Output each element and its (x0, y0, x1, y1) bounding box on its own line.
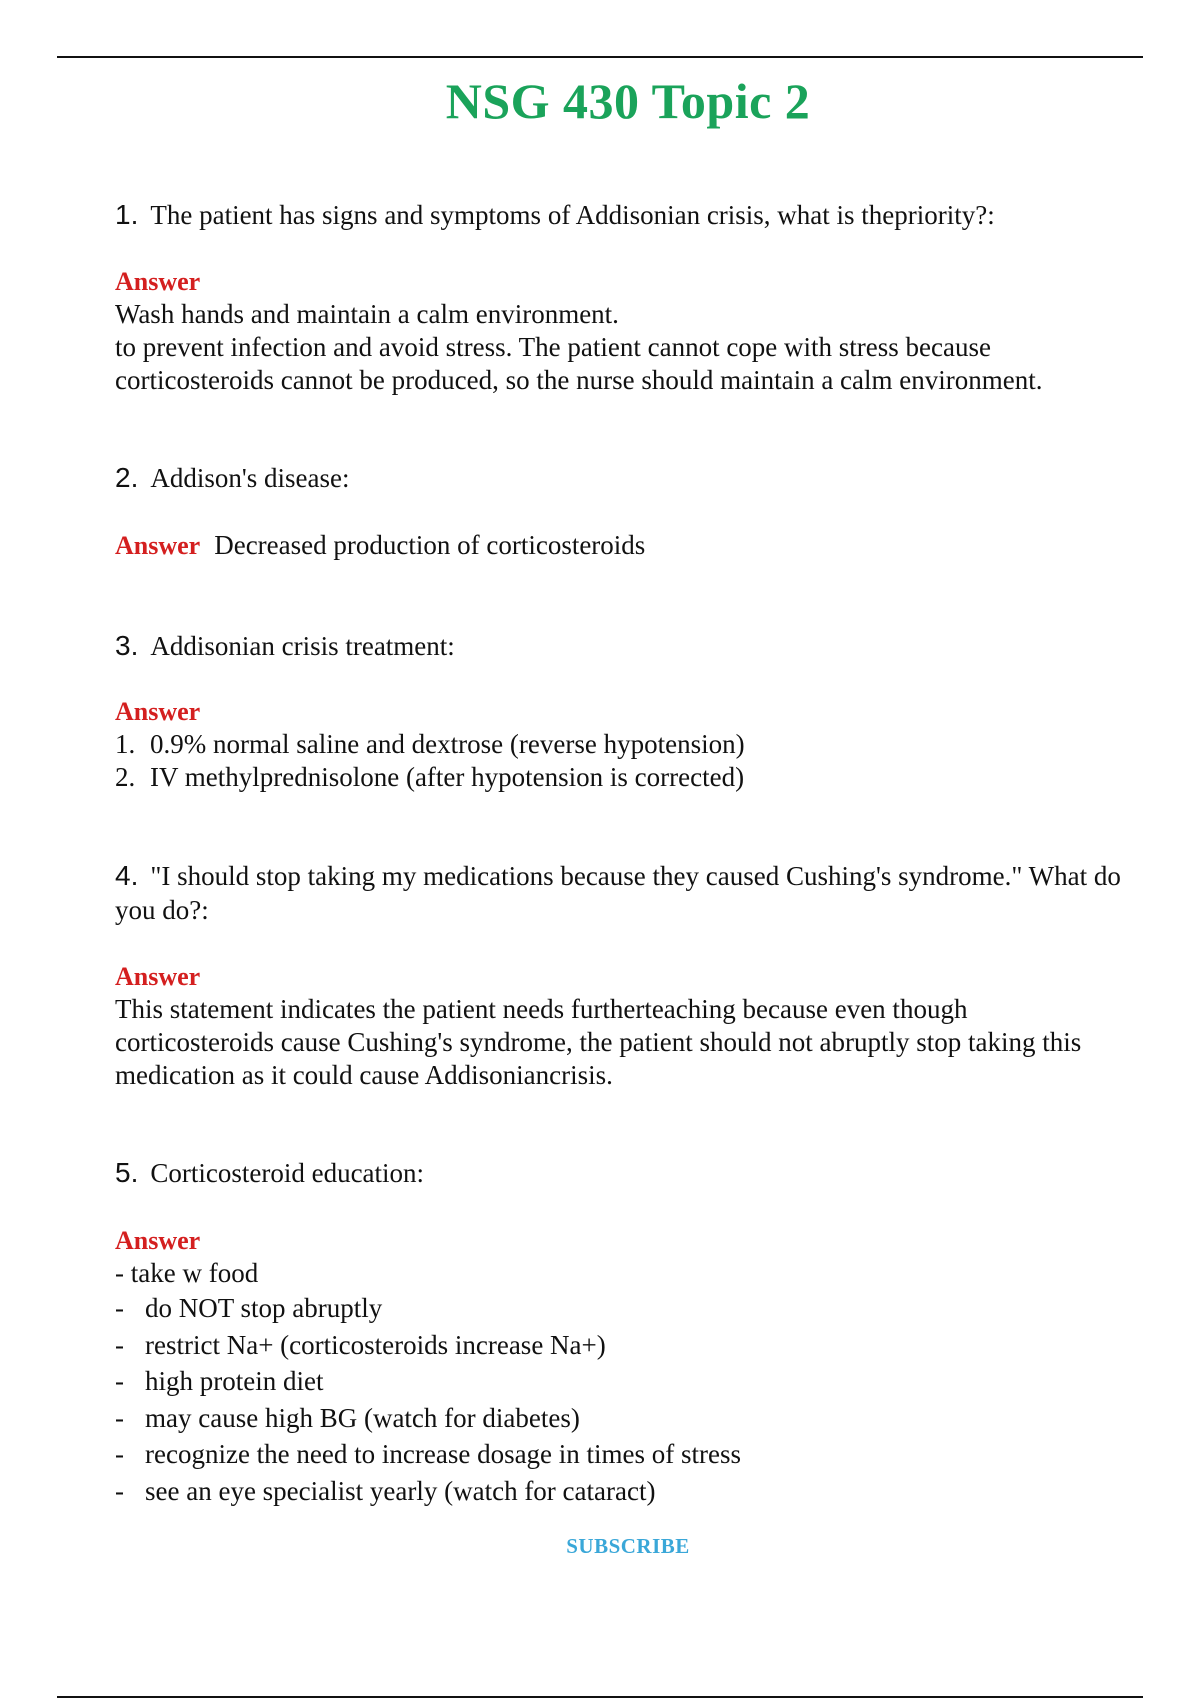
bullet-dash: - (115, 1475, 124, 1506)
question-3 (115, 629, 1145, 663)
bullet-text: see an eye specialist yearly (watch for cataract) (145, 1475, 656, 1506)
answer-2 (115, 529, 1145, 562)
bullet-text: restrict Na+ (corticosteroids increase Na+) (145, 1329, 606, 1360)
step-number: 1. (115, 729, 136, 759)
bullet-dash: - (115, 1293, 124, 1323)
answer-label: Answer (115, 962, 201, 991)
list-item (115, 1473, 1145, 1510)
answer-line: This statement indicates the patient needs furtherteaching because even though (115, 994, 968, 1024)
bullet-dash: - (115, 1439, 124, 1469)
subscribe-link[interactable]: SUBSCRIBE (566, 1534, 690, 1558)
list-item (115, 1327, 1145, 1364)
question-5 (115, 1156, 1145, 1190)
answer-line: corticosteroids cannot be produced, so the nurse should maintain a calm environment. (115, 365, 1043, 395)
answer-4 (115, 960, 1145, 1092)
answer-label: Answer (115, 531, 201, 560)
bullet-dash: - (115, 1366, 124, 1396)
question-text: Addison's disease: (150, 463, 350, 493)
answer-line: to prevent infection and avoid stress. The patient cannot cope with stress because (115, 332, 991, 362)
question-number: 1. (115, 199, 139, 230)
top-rule (57, 56, 1143, 58)
question-text: The patient has signs and symptoms of Addisonian crisis, what is thepriority?: (150, 200, 995, 230)
question-text: Addisonian crisis treatment: (150, 631, 455, 661)
answer-line: corticosteroids cause Cushing's syndrome, the patient should not abruptly stop taking this (115, 1027, 1082, 1057)
list-item (115, 1363, 1145, 1400)
bullet-text: do NOT stop abruptly (145, 1293, 383, 1323)
bottom-rule (57, 1696, 1143, 1698)
step-text: 0.9% normal saline and dextrose (reverse hypotension) (150, 729, 745, 759)
page-title: NSG 430 Topic 2 (445, 73, 811, 129)
question-text: Corticosteroid education: (150, 1158, 425, 1188)
answer-line: medication as it could cause Addisoniancrisis. (115, 1060, 613, 1090)
answer-label: Answer (115, 267, 201, 296)
question-text: "I should stop taking my medications because they caused Cushing's syndrome." What do you do?: (115, 861, 1121, 925)
list-item (115, 1400, 1145, 1437)
bullet-text: may cause high BG (watch for diabetes) (145, 1402, 580, 1433)
step-text: IV methylprednisolone (after hypotension is corrected) (150, 762, 745, 792)
answer-line: Wash hands and maintain a calm environment. (115, 299, 619, 329)
answer-label: Answer (115, 697, 201, 726)
bullet-dash: - (115, 1402, 124, 1433)
bullet-dash: - (115, 1329, 124, 1360)
answer-1 (115, 265, 1145, 397)
bullet-text: recognize the need to increase dosage in times of stress (145, 1439, 742, 1469)
question-number: 3. (115, 630, 139, 661)
education-list (115, 1290, 1145, 1509)
answer-text: Decreased production of corticosteroids (214, 530, 646, 560)
question-1 (115, 198, 1145, 232)
answer-3 (115, 695, 1145, 794)
list-item (115, 728, 1145, 761)
question-number: 2. (115, 462, 139, 493)
question-number: 5. (115, 1157, 139, 1188)
list-item (115, 1436, 1145, 1473)
question-4 (115, 859, 1145, 927)
list-item (115, 1290, 1145, 1327)
answer-label: Answer (115, 1226, 201, 1255)
treatment-steps (115, 728, 1145, 794)
list-item (115, 761, 1145, 794)
question-2 (115, 461, 1145, 495)
bullet-text: high protein diet (145, 1366, 324, 1396)
question-number: 4. (115, 860, 139, 891)
answer-5 (115, 1224, 1145, 1509)
answer-first-line: - take w food (115, 1258, 259, 1288)
step-number: 2. (115, 762, 136, 792)
